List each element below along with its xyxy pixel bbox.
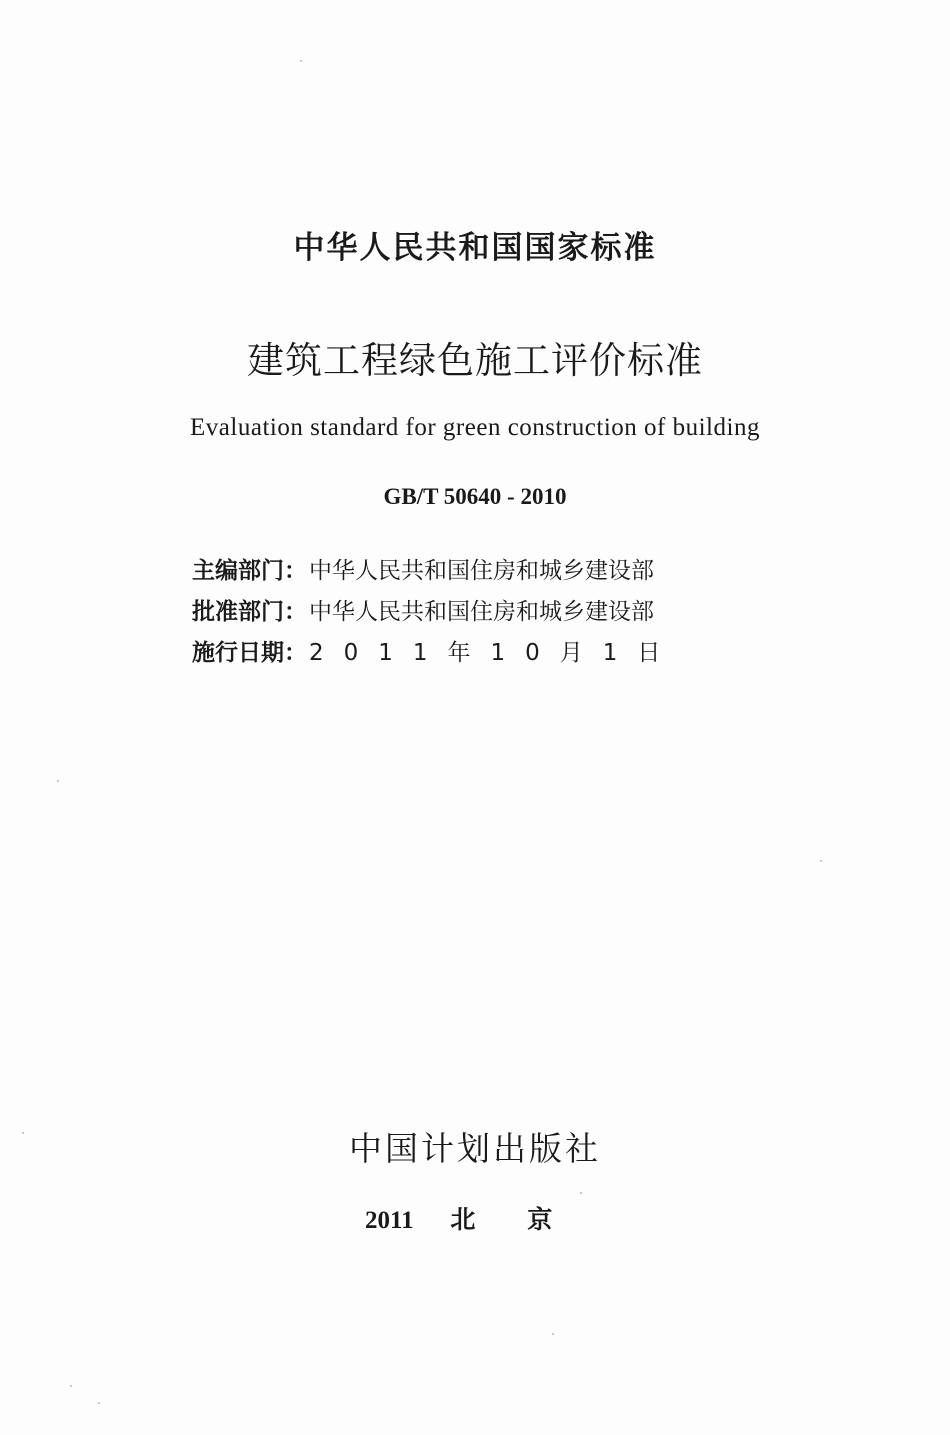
national-standard-heading: 中华人民共和国国家标准	[293, 230, 657, 266]
scan-speck	[580, 1192, 582, 1194]
approval-department-label: 批准部门：	[192, 599, 307, 625]
effective-date-value: 2011年10月1日	[309, 640, 681, 666]
scan-speck	[98, 1402, 100, 1404]
publisher-name: 中国计划出版社	[349, 1129, 601, 1168]
chief-editor-value: 中华人民共和国住房和城乡建设部	[309, 558, 654, 584]
scan-speck	[57, 780, 59, 782]
scan-speck	[300, 60, 302, 62]
effective-date-row	[192, 634, 680, 667]
scan-speck	[552, 1333, 554, 1335]
scan-speck	[70, 1385, 72, 1387]
imprint-year: 2011	[365, 1207, 414, 1234]
standard-code: GB/T 50640 - 2010	[383, 484, 567, 509]
approval-department-value: 中华人民共和国住房和城乡建设部	[309, 599, 654, 625]
chief-editor-row	[192, 552, 654, 585]
scan-speck	[22, 1132, 24, 1134]
chief-editor-label: 主编部门：	[192, 558, 307, 584]
standard-title-english: Evaluation standard for green construction of building	[190, 414, 760, 441]
effective-date-label: 施行日期：	[192, 640, 307, 666]
scan-speck	[820, 860, 822, 862]
approval-department-row	[192, 593, 654, 626]
imprint-city: 北京	[450, 1205, 605, 1234]
imprint-line	[365, 1200, 604, 1236]
standard-title-chinese: 建筑工程绿色施工评价标准	[247, 339, 703, 382]
